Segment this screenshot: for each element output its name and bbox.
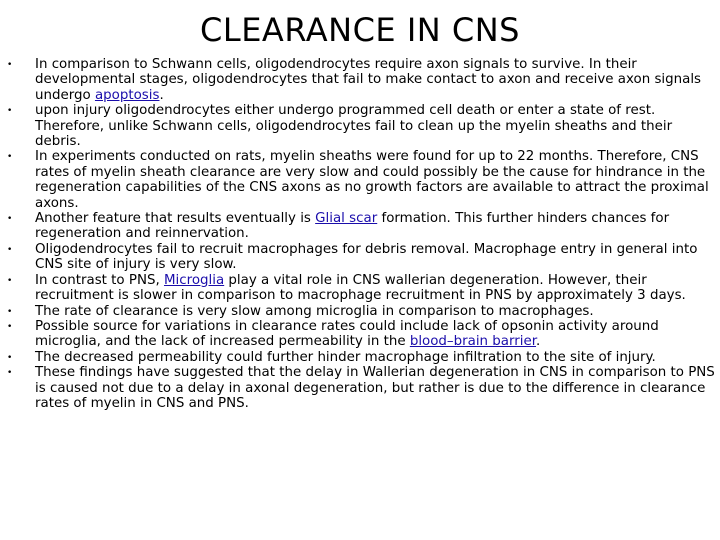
bullet-text-tail: . — [536, 334, 541, 350]
bullet-icon: • — [7, 106, 13, 117]
slide-title: CLEARANCE IN CNS — [200, 11, 520, 49]
bullet-text: In comparison to Schwann cells, oligodendrocytes require axon signals to survive. In their developmental stages, oligodendrocytes that fail to make contact to axon and receive axon signals undergo — [35, 57, 702, 103]
bullet-text: Oligodendrocytes fail to recruit macrophages for debris removal. Macrophage entry in general into CNS site of injury is very slow. — [35, 241, 698, 273]
bullet-text-tail: . — [159, 87, 164, 103]
bullet-item — [0, 242, 716, 273]
bullet-icon: • — [7, 368, 13, 379]
bullet-icon: • — [7, 60, 13, 70]
bullet-text: upon injury oligodendrocytes either undergo programmed cell death or enter a state of rest. Therefore, unlike Schwann cells, oligodendrocytes fail to clean up the myelin sheaths and their debris. — [35, 103, 673, 150]
bullet-item — [0, 103, 716, 149]
bullet-list — [0, 57, 716, 411]
bullet-icon: • — [7, 214, 13, 225]
bullet-text: In experiments conducted on rats, myelin sheaths were found for up to 22 months. Therefore, CNS rates of myelin sheath clearance are very slow and could possibly be the cause for hindrance in the regeneration capabilities of the CNS axons as no growth factors are available to attract the proximal axons. — [35, 149, 709, 211]
bullet-item — [0, 365, 716, 411]
microglia-link[interactable]: Microglia — [163, 272, 225, 288]
bullet-text: The decreased permeability could further hinder macrophage infiltration to the site of injury. — [35, 349, 656, 365]
glial-scar-link[interactable]: Glial scar — [315, 211, 378, 227]
blood-brain-barrier-link[interactable]: blood–brain barrier — [409, 334, 537, 350]
bullet-text: Another feature that results eventually is — [35, 211, 316, 227]
bullet-text-tail: play a vital role in CNS wallerian degeneration. However, their recruitment is slower in comparison to macrophage recruitment in PNS by approximately 3 days. — [35, 272, 686, 304]
bullet-text: The rate of clearance is very slow among microglia in comparison to macrophages. — [35, 303, 594, 319]
bullet-item — [0, 319, 716, 350]
bullet-item — [0, 273, 716, 304]
bullet-icon: • — [7, 152, 13, 163]
bullet-item — [0, 57, 716, 103]
bullet-icon: • — [7, 306, 13, 317]
bullet-item — [0, 304, 716, 319]
bullet-icon: • — [7, 352, 13, 363]
bullet-icon: • — [7, 275, 13, 286]
bullet-text: These findings have suggested that the delay in Wallerian degeneration in CNS in comparison to PNS is caused not due to a delay in axonal degeneration, but rather is due to the difference in clearance rates of myelin in CNS and PNS. — [35, 365, 715, 411]
bullet-text-tail: formation. This further hinders chances for regeneration and reinnervation. — [35, 211, 670, 242]
apoptosis-link[interactable]: apoptosis — [94, 87, 160, 103]
bullet-item — [0, 350, 716, 365]
bullet-item — [0, 149, 716, 211]
bullet-icon: • — [7, 244, 13, 255]
bullet-text: Possible source for variations in clearance rates could include lack of opsonin activity around microglia, and the lack of increased permeability in the — [35, 318, 659, 350]
bullet-text: In contrast to PNS, — [35, 272, 164, 288]
bullet-icon: • — [7, 321, 13, 332]
bullet-item — [0, 211, 716, 242]
